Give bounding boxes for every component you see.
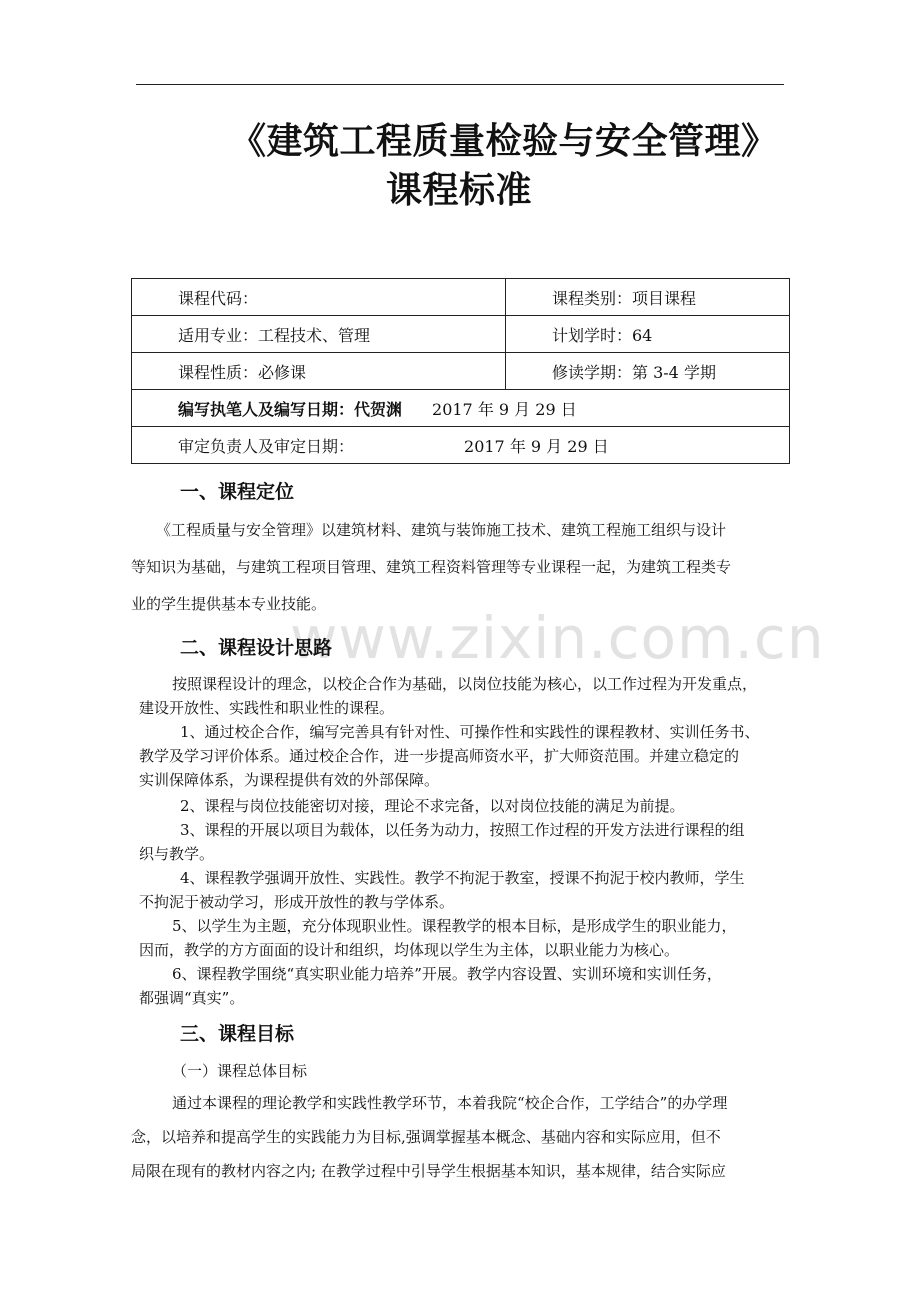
subsection-heading: （一）课程总体目标 <box>172 1062 308 1080</box>
document-title: 《建筑工程质量检验与安全管理》 <box>230 121 778 162</box>
paragraph-line: 按照课程设计的理念，以校企合作为基础，以岗位技能为核心，以工作过程为开发重点， <box>172 675 758 693</box>
paragraph-line: 5、以学生为主题，充分体现职业性。课程教学的根本目标，是形成学生的职业能力， <box>172 917 737 935</box>
paragraph-line: 3、课程的开展以项目为载体，以任务为动力，按照工作过程的开发方法进行课程的组 <box>180 821 745 839</box>
paragraph-line: 因而，教学的方方面面的设计和组织，均体现以学生为主体，以职业能力为核心。 <box>139 941 680 959</box>
hours-cell: 计划学时：64 <box>506 316 790 353</box>
author-date: 2017 年 9 月 29 日 <box>432 399 577 419</box>
table-row <box>132 353 790 390</box>
paragraph-line: 《工程质量与安全管理》以建筑材料、建筑与装饰施工技术、建筑工程施工组织与设计 <box>156 521 727 539</box>
paragraph-line: 实训保障体系，为课程提供有效的外部保障。 <box>139 771 440 789</box>
section-heading: 二、课程设计思路 <box>180 637 333 659</box>
table-row <box>132 316 790 353</box>
table-row <box>132 279 790 316</box>
section-heading: 一、课程定位 <box>180 481 295 503</box>
watermark-text: www.zixin.com.cn <box>290 604 825 672</box>
author-cell <box>132 390 790 427</box>
section-heading: 三、课程目标 <box>180 1023 295 1045</box>
paragraph-line: 6、课程教学围绕“真实职业能力培养”开展。教学内容设置、实训环境和实训任务， <box>172 965 722 983</box>
paragraph-line: 4、课程教学强调开放性、实践性。教学不拘泥于教室，授课不拘泥于校内教师，学生 <box>180 869 745 887</box>
author-label: 编写执笔人及编写日期：代贺渊 <box>178 399 403 419</box>
major-cell: 适用专业：工程技术、管理 <box>132 316 506 353</box>
paragraph-line: 业的学生提供基本专业技能。 <box>131 595 327 613</box>
paragraph-line: 局限在现有的教材内容之内; 在教学过程中引导学生根据基本知识，基本规律，结合实际应 <box>131 1162 726 1180</box>
reviewer-date: 2017 年 9 月 29 日 <box>464 436 609 456</box>
paragraph-line: 织与教学。 <box>139 845 215 863</box>
paragraph-line: 建设开放性、实践性和职业性的课程。 <box>139 699 395 717</box>
paragraph-line: 教学及学习评价体系。通过校企合作，进一步提高师资水平，扩大师资范围。并建立稳定的 <box>139 747 740 765</box>
document-subtitle: 课程标准 <box>386 170 533 211</box>
reviewer-cell <box>132 427 790 464</box>
paragraph-line: 2、课程与岗位技能密切对接，理论不求完备，以对岗位技能的满足为前提。 <box>180 797 685 815</box>
paragraph-line: 等知识为基础，与建筑工程项目管理、建筑工程资料管理等专业课程一起，为建筑工程类专 <box>131 558 732 576</box>
table-row <box>132 427 790 464</box>
semester-cell: 修读学期：第 3-4 学期 <box>506 353 790 390</box>
paragraph-line: 不拘泥于被动学习，形成开放性的教与学体系。 <box>139 893 455 911</box>
paragraph-line: 1、通过校企合作，编写完善具有针对性、可操作性和实践性的课程教材、实训任务书、 <box>180 723 760 741</box>
table-row <box>132 390 790 427</box>
paragraph-line: 念，以培养和提高学生的实践能力为目标,强调掌握基本概念、基础内容和实际应用，但不 <box>131 1128 721 1146</box>
course-type-cell: 课程类别：项目课程 <box>506 279 790 316</box>
reviewer-label: 审定负责人及审定日期： <box>178 436 355 456</box>
top-rule <box>136 84 784 85</box>
nature-cell: 课程性质：必修课 <box>132 353 506 390</box>
course-info-table <box>131 278 790 464</box>
paragraph-line: 通过本课程的理论教学和实践性教学环节，本着我院“校企合作，工学结合”的办学理 <box>172 1094 728 1112</box>
paragraph-line: 都强调“真实”。 <box>139 989 245 1007</box>
course-code-cell: 课程代码： <box>132 279 506 316</box>
